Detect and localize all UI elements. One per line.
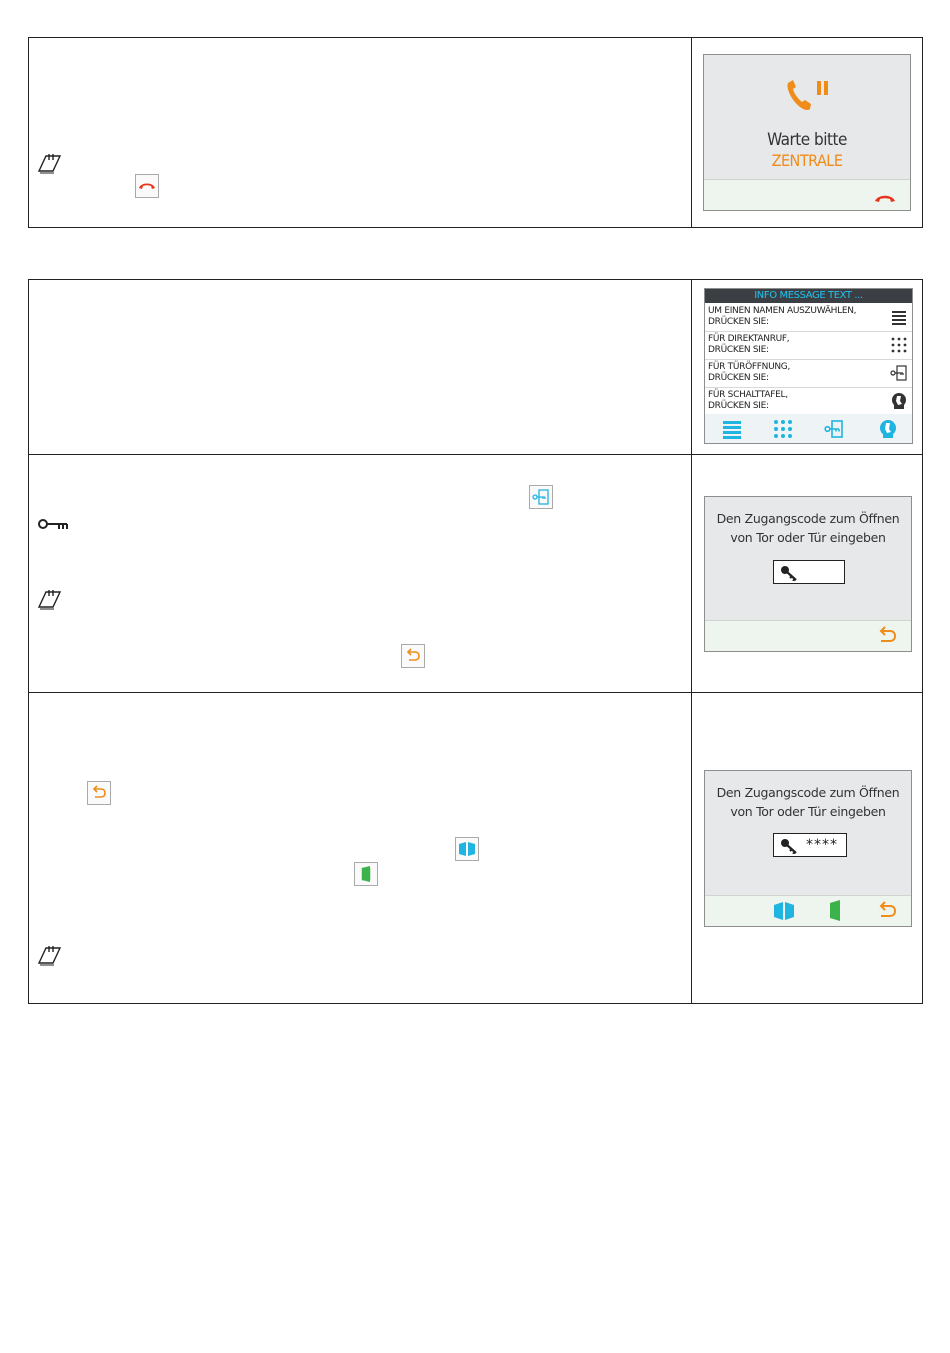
back-icon bbox=[405, 648, 421, 664]
key-door-icon bbox=[890, 364, 908, 382]
wait-subtitle: ZENTRALE bbox=[771, 151, 843, 170]
back-icon[interactable] bbox=[877, 901, 897, 921]
row-divider bbox=[28, 692, 923, 693]
call-hold-icon bbox=[784, 77, 832, 117]
info-row-name[interactable] bbox=[705, 304, 912, 332]
row-divider bbox=[28, 454, 923, 455]
hangup-button[interactable] bbox=[135, 174, 159, 198]
note-icon bbox=[37, 152, 63, 174]
gate-icon[interactable] bbox=[773, 901, 795, 921]
key-door-icon bbox=[532, 488, 550, 506]
key-door-button[interactable] bbox=[529, 485, 553, 509]
door-icon bbox=[359, 866, 373, 882]
gate-button[interactable] bbox=[455, 837, 479, 861]
info-row-text: FÜR SCHALTTAFEL, DRÜCKEN SIE: bbox=[708, 390, 788, 411]
wait-screen bbox=[703, 54, 911, 211]
code-screen-filled bbox=[704, 770, 912, 927]
keypad-icon[interactable] bbox=[773, 419, 793, 439]
concierge-icon[interactable] bbox=[878, 419, 898, 439]
hangup-icon[interactable] bbox=[874, 189, 896, 208]
code-value: **** bbox=[806, 837, 838, 853]
hangup-icon bbox=[138, 181, 156, 191]
back-icon bbox=[91, 785, 107, 801]
back-icon[interactable] bbox=[877, 626, 897, 646]
code-input[interactable] bbox=[773, 560, 845, 584]
info-row-text: FÜR DIREKTANRUF, DRÜCKEN SIE: bbox=[708, 334, 790, 355]
code-input[interactable] bbox=[773, 833, 847, 857]
key-icon bbox=[38, 515, 68, 534]
wait-bottom-bar bbox=[704, 179, 910, 210]
note-icon bbox=[37, 944, 63, 966]
note-icon bbox=[37, 588, 63, 610]
door-icon[interactable] bbox=[827, 900, 843, 921]
column-divider bbox=[691, 37, 692, 228]
info-row-direct[interactable] bbox=[705, 332, 912, 360]
info-bottom-bar bbox=[705, 414, 912, 443]
key-icon bbox=[780, 838, 798, 854]
info-header: INFO MESSAGE TEXT ... bbox=[705, 289, 912, 303]
info-row-door[interactable] bbox=[705, 360, 912, 388]
code-screen-empty bbox=[704, 496, 912, 652]
info-screen bbox=[704, 288, 913, 444]
back-button[interactable] bbox=[401, 644, 425, 668]
info-row-text: UM EINEN NAMEN AUSZUWÄHLEN, DRÜCKEN SIE: bbox=[708, 306, 857, 327]
code-bottom-bar bbox=[705, 620, 911, 651]
key-icon bbox=[780, 565, 798, 581]
column-divider bbox=[691, 279, 692, 1004]
key-door-icon[interactable] bbox=[824, 419, 844, 439]
list-icon[interactable] bbox=[722, 419, 742, 439]
code-prompt: Den Zugangscode zum Öffnen von Tor oder Tür eingeben bbox=[716, 511, 900, 545]
door-button[interactable] bbox=[354, 862, 378, 886]
gate-icon bbox=[458, 841, 476, 857]
back-button[interactable] bbox=[87, 781, 111, 805]
wait-title: Warte bitte bbox=[767, 130, 847, 150]
concierge-icon bbox=[890, 392, 908, 410]
code-bottom-bar bbox=[705, 895, 911, 926]
info-row-concierge[interactable] bbox=[705, 388, 912, 416]
info-row-text: FÜR TÜRÖFFNUNG, DRÜCKEN SIE: bbox=[708, 362, 791, 383]
list-icon bbox=[890, 308, 908, 326]
code-prompt: Den Zugangscode zum Öffnen von Tor oder Tür eingeben bbox=[716, 785, 900, 819]
keypad-icon bbox=[890, 336, 908, 354]
